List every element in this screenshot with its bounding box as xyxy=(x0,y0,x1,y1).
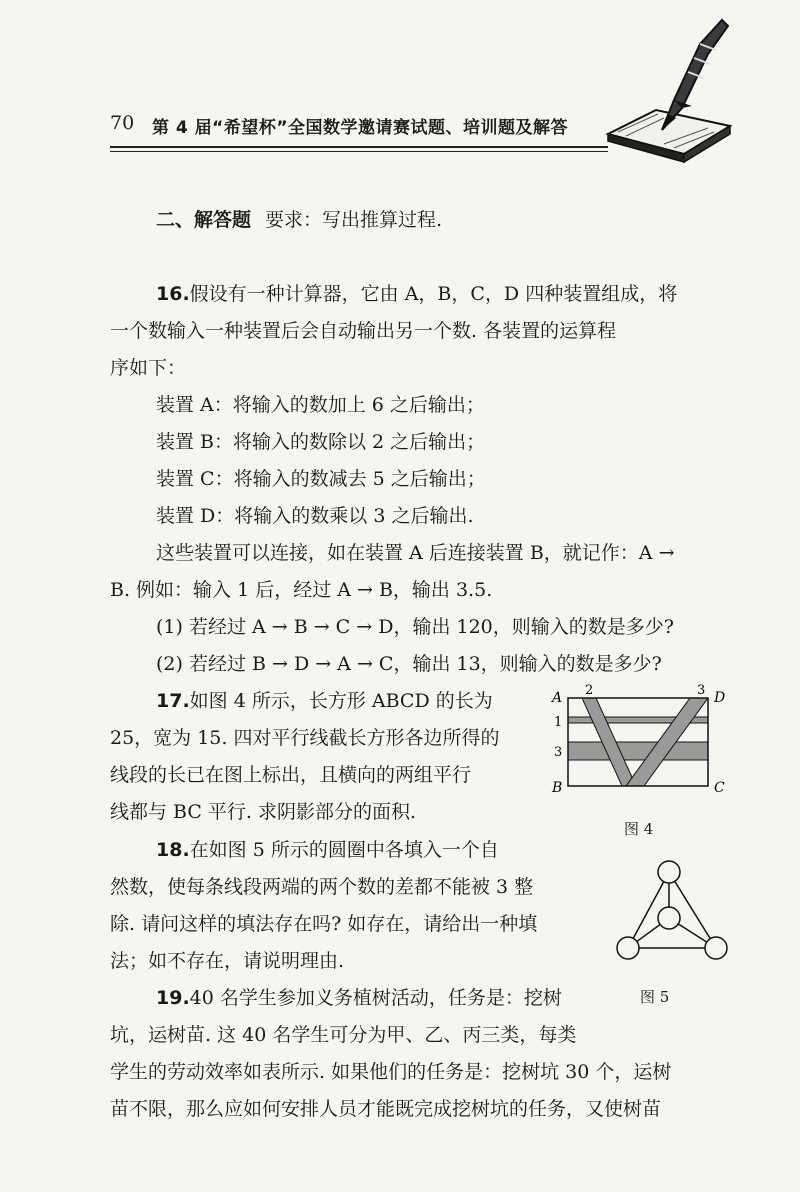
q18-text: 在如图 5 所示的圆圈中各填入一个自 xyxy=(189,839,499,861)
shaded-strip-middle xyxy=(568,742,708,760)
q17-text: 如图 4 所示，长方形 ABCD 的长为 xyxy=(189,690,493,712)
q18-line-1 xyxy=(156,838,499,862)
q16-line-2: 一个数输入一种装置后会自动输出另一个数. 各装置的运算程 xyxy=(110,320,617,342)
label-length-3b: 3 xyxy=(554,745,563,760)
label-b: B xyxy=(552,780,563,796)
header-rule xyxy=(110,146,608,148)
section-requirement: 要求：写出推算过程. xyxy=(265,209,443,231)
header-rule-thin xyxy=(110,151,608,152)
q16-line-1 xyxy=(156,282,677,306)
q16-device-c: 装置 C：将输入的数减去 5 之后输出； xyxy=(156,468,486,490)
q19-text: 40 名学生参加义务植树活动，任务是：挖树 xyxy=(189,987,562,1009)
section-heading xyxy=(156,208,442,232)
q17-number: 17. xyxy=(156,690,190,712)
label-a: A xyxy=(552,690,563,706)
q18-number: 18. xyxy=(156,839,190,861)
figure-5-caption: 图 5 xyxy=(640,988,670,1006)
q17-line-1 xyxy=(156,689,493,713)
figure-4-caption: 图 4 xyxy=(624,820,654,838)
label-c: C xyxy=(714,780,725,796)
q16-number: 16. xyxy=(156,283,190,305)
q16-device-a: 装置 A：将输入的数加上 6 之后输出； xyxy=(156,394,485,416)
q18-line-3: 除. 请问这样的填法存在吗? 如存在，请给出一种填 xyxy=(110,913,538,935)
q16-part-1: (1) 若经过 A → B → C → D，输出 120，则输入的数是多少? xyxy=(156,616,674,638)
circle-bottom-right xyxy=(705,937,727,959)
label-length-3: 3 xyxy=(697,683,706,698)
page-header xyxy=(110,112,610,142)
q16-text: 假设有一种计算器，它由 A，B，C，D 四种装置组成，将 xyxy=(189,283,678,305)
q16-part-2: (2) 若经过 B → D → A → C，输出 13，则输入的数是多少? xyxy=(156,653,662,675)
q19-line-3: 学生的劳动效率如表所示. 如果他们的任务是：挖树坑 30 个，运树 xyxy=(110,1061,672,1083)
section-title: 二、解答题 xyxy=(156,209,252,231)
q16-device-b: 装置 B：将输入的数除以 2 之后输出； xyxy=(156,431,486,453)
q17-line-4: 线都与 BC 平行. 求阴影部分的面积. xyxy=(110,801,417,823)
figure-4-rectangle-diagram xyxy=(540,680,740,800)
circle-top xyxy=(658,861,680,883)
page-number: 70 xyxy=(110,112,135,134)
pen-book-logo-icon xyxy=(604,14,734,176)
q16-device-d: 装置 D：将输入的数乘以 3 之后输出. xyxy=(156,505,474,527)
circle-bottom-left xyxy=(617,937,639,959)
figure-5-circle-diagram xyxy=(608,852,738,970)
q19-line-1 xyxy=(156,986,562,1010)
q16-line-8: 这些装置可以连接，如在装置 A 后连接装置 B，就记作：A → xyxy=(156,542,675,564)
q19-line-4: 苗不限，那么应如何安排人员才能既完成挖树坑的任务，又使树苗 xyxy=(110,1098,662,1120)
label-length-1: 1 xyxy=(554,715,563,730)
label-length-2: 2 xyxy=(585,683,594,698)
running-title: 第 4 届“希望杯”全国数学邀请赛试题、培训题及解答 xyxy=(152,118,569,138)
q16-line-9: B. 例如：输入 1 后，经过 A → B，输出 3.5. xyxy=(110,579,493,601)
q18-line-2: 然数，使每条线段两端的两个数的差都不能被 3 整 xyxy=(110,876,534,898)
q19-number: 19. xyxy=(156,987,190,1009)
q18-line-4: 法；如不存在，请说明理由. xyxy=(110,950,345,972)
q17-line-3: 线段的长已在图上标出，且横向的两组平行 xyxy=(110,764,472,786)
q17-line-2: 25，宽为 15. 四对平行线截长方形各边所得的 xyxy=(110,727,500,749)
circle-center xyxy=(658,907,680,929)
label-d: D xyxy=(714,690,726,706)
q19-line-2: 坑，运树苗. 这 40 名学生可分为甲、乙、丙三类，每类 xyxy=(110,1024,577,1046)
q16-line-3: 序如下： xyxy=(110,357,187,379)
